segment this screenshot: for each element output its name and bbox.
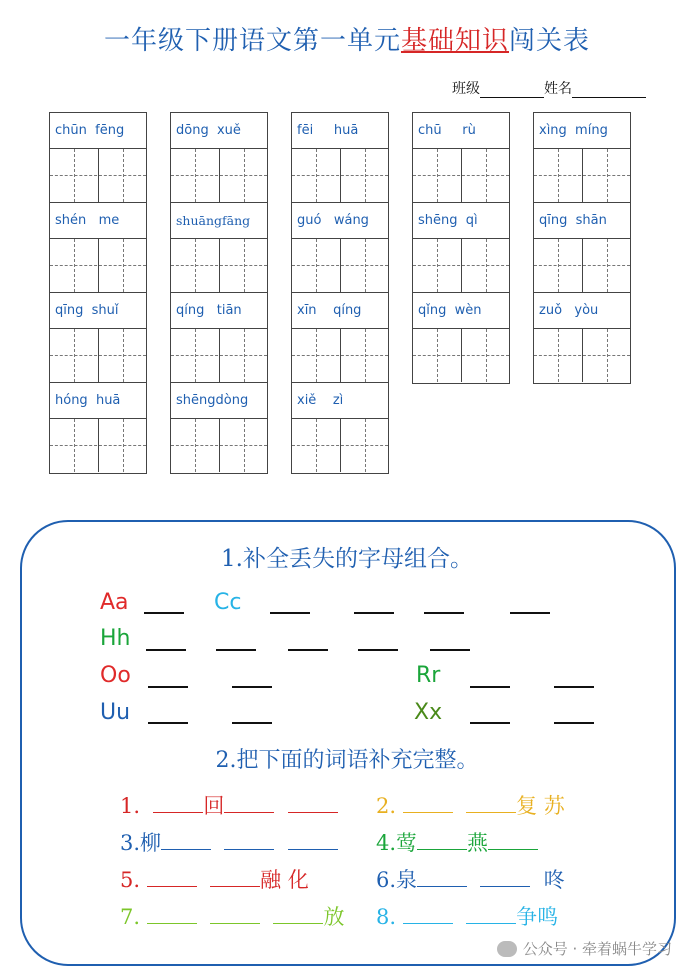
pinyin-label: qíng tiān xyxy=(171,293,267,329)
writing-grid[interactable] xyxy=(534,329,630,382)
pinyin-label: zuǒ yòu xyxy=(534,293,630,329)
pinyin-cell xyxy=(292,293,388,383)
letter-cc: Cc xyxy=(214,590,242,615)
word-item-7: 7. 放 xyxy=(120,905,345,929)
writing-grid[interactable] xyxy=(171,419,267,472)
blank[interactable] xyxy=(554,686,594,688)
pinyin-box xyxy=(533,112,631,384)
letter-oo: Oo xyxy=(100,663,131,688)
pinyin-box xyxy=(49,112,147,474)
pinyin-cell xyxy=(171,383,267,473)
blank[interactable] xyxy=(216,649,256,651)
wechat-icon xyxy=(497,941,517,957)
pinyin-cell xyxy=(171,293,267,383)
name-blank[interactable] xyxy=(572,83,646,98)
writing-grid[interactable] xyxy=(171,149,267,202)
pinyin-label: shuāngfāng xyxy=(171,203,267,239)
word-item-4: 4.莺 燕 xyxy=(376,827,538,857)
pinyin-cell xyxy=(50,203,146,293)
pinyin-box xyxy=(170,112,268,474)
blank[interactable] xyxy=(430,649,470,651)
pinyin-box xyxy=(291,112,389,474)
pinyin-label: hóng huā xyxy=(50,383,146,419)
pinyin-label: qīng shān xyxy=(534,203,630,239)
writing-grid[interactable] xyxy=(292,149,388,202)
pinyin-cell xyxy=(50,113,146,203)
word-item-8: 8. 争鸣 xyxy=(376,905,559,929)
pinyin-label: dōng xuě xyxy=(171,113,267,149)
pinyin-cell xyxy=(171,203,267,293)
pinyin-label: qǐng wèn xyxy=(413,293,509,329)
word-item-1: 1. 回 xyxy=(120,790,338,820)
pinyin-label: qīng shuǐ xyxy=(50,293,146,329)
title-highlight: 基础知识 xyxy=(400,26,509,56)
section1-title: 1.补全丢失的字母组合。 xyxy=(221,546,473,572)
writing-grid[interactable] xyxy=(534,149,630,202)
watermark: 公众号 · 牵着蜗牛学习 xyxy=(497,938,672,959)
section2-title: 2.把下面的词语补充完整。 xyxy=(215,748,479,773)
blank[interactable] xyxy=(510,612,550,614)
letter-rr: Rr xyxy=(416,663,441,688)
word-item-6: 6.泉 咚 xyxy=(376,868,565,892)
blank[interactable] xyxy=(144,612,184,614)
page-title: 一年级下册语文第一单元基础知识闯关表 xyxy=(103,26,591,56)
blank[interactable] xyxy=(232,686,272,688)
writing-grid[interactable] xyxy=(50,149,146,202)
writing-grid[interactable] xyxy=(171,239,267,292)
pinyin-label: shēng qì xyxy=(413,203,509,239)
writing-grid[interactable] xyxy=(413,239,509,292)
pinyin-label: xiě zì xyxy=(292,383,388,419)
pinyin-label: guó wáng xyxy=(292,203,388,239)
pinyin-cell xyxy=(534,293,630,383)
class-label: 班级 xyxy=(452,81,480,97)
blank[interactable] xyxy=(146,649,186,651)
pinyin-cell xyxy=(413,203,509,293)
pinyin-box xyxy=(412,112,510,384)
writing-grid[interactable] xyxy=(534,239,630,292)
blank[interactable] xyxy=(424,612,464,614)
pinyin-cell xyxy=(50,383,146,473)
pinyin-label: shén me xyxy=(50,203,146,239)
pinyin-cell xyxy=(534,203,630,293)
writing-grid[interactable] xyxy=(413,329,509,382)
writing-grid[interactable] xyxy=(50,329,146,382)
name-label: 姓名 xyxy=(544,81,572,97)
pinyin-cell xyxy=(292,113,388,203)
blank[interactable] xyxy=(148,686,188,688)
pinyin-label: chū rù xyxy=(413,113,509,149)
letter-aa: Aa xyxy=(100,590,129,615)
pinyin-label: xìng míng xyxy=(534,113,630,149)
word-item-5: 5. 融 化 xyxy=(120,868,309,892)
pinyin-cell xyxy=(413,113,509,203)
blank[interactable] xyxy=(470,722,510,724)
pinyin-cell xyxy=(171,113,267,203)
blank[interactable] xyxy=(270,612,310,614)
writing-grid[interactable] xyxy=(292,329,388,382)
letter-uu: Uu xyxy=(100,700,131,725)
pinyin-cell xyxy=(292,383,388,473)
class-name-line xyxy=(452,78,646,98)
pinyin-label: chūn fēng xyxy=(50,113,146,149)
writing-grid[interactable] xyxy=(171,329,267,382)
writing-grid[interactable] xyxy=(50,239,146,292)
blank[interactable] xyxy=(232,722,272,724)
writing-grid[interactable] xyxy=(292,419,388,472)
pinyin-cell xyxy=(292,203,388,293)
pinyin-cell xyxy=(50,293,146,383)
class-blank[interactable] xyxy=(480,83,544,98)
blank[interactable] xyxy=(354,612,394,614)
word-item-3: 3.柳 xyxy=(120,827,338,857)
pinyin-cell xyxy=(413,293,509,383)
writing-grid[interactable] xyxy=(50,419,146,472)
letter-xx: Xx xyxy=(414,700,443,725)
pinyin-label: xīn qíng xyxy=(292,293,388,329)
writing-grid[interactable] xyxy=(413,149,509,202)
letter-hh: Hh xyxy=(100,626,131,651)
blank[interactable] xyxy=(470,686,510,688)
blank[interactable] xyxy=(148,722,188,724)
blank[interactable] xyxy=(554,722,594,724)
blank[interactable] xyxy=(288,649,328,651)
blank[interactable] xyxy=(358,649,398,651)
word-item-2: 2. 复 苏 xyxy=(376,794,565,818)
pinyin-cell xyxy=(534,113,630,203)
pinyin-label: shēngdòng xyxy=(171,383,267,419)
pinyin-label: fēi huā xyxy=(292,113,388,149)
writing-grid[interactable] xyxy=(292,239,388,292)
